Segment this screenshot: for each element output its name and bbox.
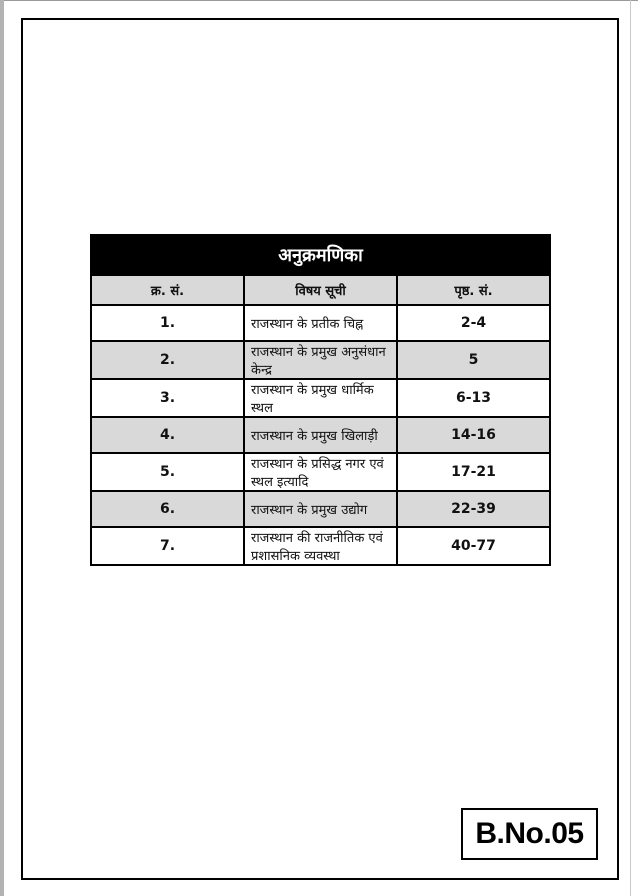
table-of-contents [90,234,551,566]
header-page: पृष्ठ. सं. [397,275,550,305]
viewer-left-gutter [0,0,4,896]
toc-title: अनुक्रमणिका [91,235,550,275]
row-subject: राजस्थान की राजनीतिक एवं प्रशासनिक व्यवस्था [244,527,397,565]
row-serial: 4. [91,417,244,453]
booklet-number-box: B.No.05 [461,808,598,860]
row-serial: 2. [91,341,244,379]
toc-row [91,527,550,565]
row-serial: 5. [91,453,244,491]
toc-title-row [91,235,550,275]
row-pages: 17-21 [397,453,550,491]
toc-header-row [91,275,550,305]
row-serial: 6. [91,491,244,527]
row-serial: 3. [91,379,244,417]
toc-row [91,305,550,341]
row-subject: राजस्थान के प्रमुख धार्मिक स्थल [244,379,397,417]
row-subject: राजस्थान के प्रतीक चिह्न [244,305,397,341]
header-serial: क्र. सं. [91,275,244,305]
row-subject: राजस्थान के प्रमुख उद्योग [244,491,397,527]
toc-row [91,341,550,379]
row-pages: 6-13 [397,379,550,417]
row-pages: 2-4 [397,305,550,341]
row-subject: राजस्थान के प्रमुख खिलाड़ी [244,417,397,453]
row-subject: राजस्थान के प्रसिद्ध नगर एवं स्थल इत्यादि [244,453,397,491]
row-pages: 5 [397,341,550,379]
row-pages: 40-77 [397,527,550,565]
page-right-edge [630,0,631,896]
toc-row [91,379,550,417]
toc-row [91,417,550,453]
row-serial: 1. [91,305,244,341]
toc-row [91,453,550,491]
toc-row [91,491,550,527]
row-serial: 7. [91,527,244,565]
row-pages: 14-16 [397,417,550,453]
header-subject: विषय सूची [244,275,397,305]
viewer-top-edge [0,0,638,1]
row-pages: 22-39 [397,491,550,527]
row-subject: राजस्थान के प्रमुख अनुसंधान केन्द्र [244,341,397,379]
